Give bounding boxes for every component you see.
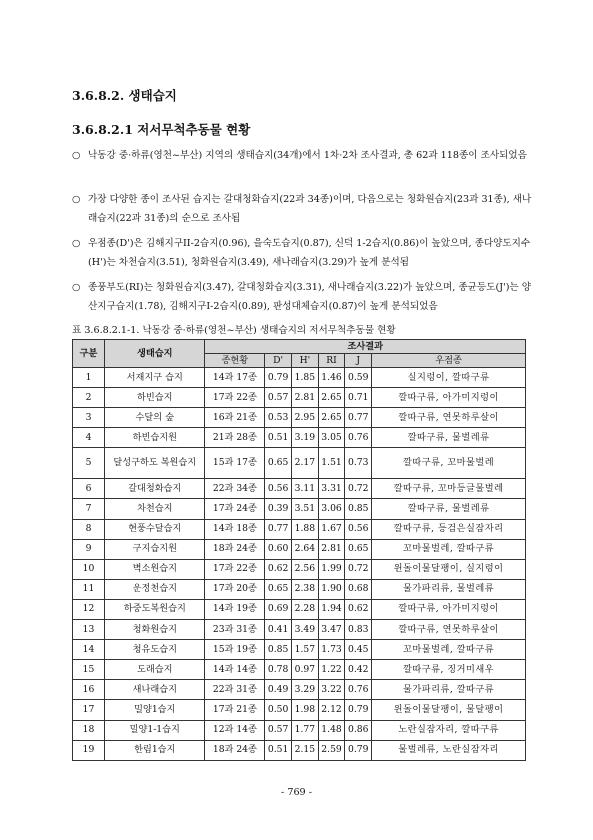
cell-dominant-species: 깔따구류, 등검은실잠자리 (372, 519, 526, 539)
cell-diversity: 3.19 (291, 428, 318, 448)
cell-dominant-species: 물가파리류, 물벌레류 (372, 579, 526, 599)
cell-dominance: 0.78 (265, 660, 292, 680)
benthic-survey-table (72, 339, 526, 761)
cell-number: 17 (73, 700, 105, 720)
cell-evenness: 0.45 (345, 640, 372, 660)
table-row (73, 479, 526, 499)
cell-species-count: 17과 24종 (205, 499, 265, 519)
cell-wetland-name: 한림1습지 (105, 740, 205, 760)
cell-wetland-name: 청화원습지 (105, 620, 205, 640)
cell-wetland-name: 도래습지 (105, 660, 205, 680)
table-row (73, 388, 526, 408)
table-row (73, 680, 526, 700)
cell-dominant-species: 깔따구류, 물벌레류 (372, 428, 526, 448)
cell-richness: 1.73 (318, 640, 345, 660)
cell-dominance: 0.85 (265, 640, 292, 660)
cell-richness: 1.90 (318, 579, 345, 599)
cell-wetland-name: 구지습지원 (105, 539, 205, 559)
cell-number: 7 (73, 499, 105, 519)
cell-dominant-species: 물벌레류, 노란실잠자리 (372, 740, 526, 760)
cell-number: 19 (73, 740, 105, 760)
bullet-paragraph (72, 146, 532, 165)
cell-dominant-species: 윈돌이물달팽이, 실지렁이 (372, 559, 526, 579)
subsection-heading: 3.6.8.2.1 저서무척추동물 현황 (72, 122, 251, 137)
cell-species-count: 15과 19종 (205, 640, 265, 660)
cell-evenness: 0.72 (345, 479, 372, 499)
cell-species-count: 14과 17종 (205, 368, 265, 388)
cell-species-count: 21과 28종 (205, 428, 265, 448)
cell-richness: 3.22 (318, 680, 345, 700)
bullet-paragraph (72, 190, 532, 228)
cell-number: 5 (73, 448, 105, 479)
cell-evenness: 0.76 (345, 428, 372, 448)
cell-wetland-name: 하중도복원습지 (105, 599, 205, 619)
header-survey-results: 조사결과 (205, 340, 526, 354)
cell-dominance: 0.69 (265, 599, 292, 619)
cell-diversity: 2.28 (291, 599, 318, 619)
cell-richness: 3.47 (318, 620, 345, 640)
cell-dominant-species: 꼬마물벌레, 깔따구류 (372, 640, 526, 660)
cell-evenness: 0.77 (345, 408, 372, 428)
cell-species-count: 12과 14종 (205, 720, 265, 740)
cell-dominance: 0.50 (265, 700, 292, 720)
cell-diversity: 3.51 (291, 499, 318, 519)
cell-wetland-name: 차천습지 (105, 499, 205, 519)
cell-diversity: 1.98 (291, 700, 318, 720)
cell-dominance: 0.53 (265, 408, 292, 428)
table-row (73, 579, 526, 599)
cell-evenness: 0.83 (345, 620, 372, 640)
cell-richness: 2.65 (318, 388, 345, 408)
bullet-text: 우점종(D')은 김해지구II-2습지(0.96), 을숙도습지(0.87), 신덕 1-2습지(0.86)이 높았으며, 종다양도지수(H')는 차천습지(3.51), 청화원습지(3.49), 새나래습지(3.29)가 높게 분석됨 (88, 238, 531, 268)
table-row (73, 559, 526, 579)
bullet-text: 낙동강 중·하류(영천~부산) 지역의 생태습지(34개)에서 1차·2차 조사결과, 총 62과 118종이 조사되었음 (88, 150, 527, 161)
cell-species-count: 23과 31종 (205, 620, 265, 640)
cell-species-count: 17과 20종 (205, 579, 265, 599)
cell-dominance: 0.65 (265, 579, 292, 599)
cell-number: 3 (73, 408, 105, 428)
cell-evenness: 0.59 (345, 368, 372, 388)
cell-species-count: 14과 18종 (205, 519, 265, 539)
table-row (73, 720, 526, 740)
table-row (73, 408, 526, 428)
cell-evenness: 0.62 (345, 599, 372, 619)
cell-dominance: 0.62 (265, 559, 292, 579)
cell-dominant-species: 실지렁이, 깔따구류 (372, 368, 526, 388)
cell-richness: 1.67 (318, 519, 345, 539)
cell-dominant-species: 물가파리류, 깔따구류 (372, 680, 526, 700)
cell-evenness: 0.56 (345, 519, 372, 539)
cell-diversity: 2.56 (291, 559, 318, 579)
table-row (73, 660, 526, 680)
cell-evenness: 0.79 (345, 740, 372, 760)
cell-number: 12 (73, 599, 105, 619)
cell-diversity: 0.97 (291, 660, 318, 680)
table-row (73, 519, 526, 539)
cell-number: 8 (73, 519, 105, 539)
table-row (73, 620, 526, 640)
cell-species-count: 22과 31종 (205, 680, 265, 700)
cell-diversity: 1.77 (291, 720, 318, 740)
cell-evenness: 0.71 (345, 388, 372, 408)
cell-species-count: 18과 24종 (205, 539, 265, 559)
cell-evenness: 0.65 (345, 539, 372, 559)
cell-evenness: 0.42 (345, 660, 372, 680)
cell-species-count: 18과 24종 (205, 740, 265, 760)
cell-evenness: 0.68 (345, 579, 372, 599)
cell-species-count: 17과 22종 (205, 559, 265, 579)
cell-dominance: 0.39 (265, 499, 292, 519)
cell-richness: 3.05 (318, 428, 345, 448)
cell-dominant-species: 깔따구류, 꼬마물벌레 (372, 448, 526, 479)
cell-richness: 2.59 (318, 740, 345, 760)
cell-wetland-name: 하빈습지원 (105, 428, 205, 448)
table-caption: 표 3.6.8.2.1-1. 낙동강 중·하류(영천~부산) 생태습지의 저서무척추동물 현황 (72, 325, 396, 336)
cell-diversity: 2.38 (291, 579, 318, 599)
table-row (73, 448, 526, 479)
cell-richness: 3.06 (318, 499, 345, 519)
cell-diversity: 2.17 (291, 448, 318, 479)
cell-dominance: 0.51 (265, 740, 292, 760)
table-row (73, 700, 526, 720)
table-row (73, 539, 526, 559)
cell-number: 18 (73, 720, 105, 740)
cell-dominant-species: 깔따구류, 연못하루살이 (372, 620, 526, 640)
cell-dominance: 0.65 (265, 448, 292, 479)
cell-diversity: 1.85 (291, 368, 318, 388)
cell-evenness: 0.86 (345, 720, 372, 740)
section-heading: 3.6.8.2. 생태습지 (72, 88, 177, 103)
cell-species-count: 17과 22종 (205, 388, 265, 408)
cell-evenness: 0.76 (345, 680, 372, 700)
cell-richness: 1.48 (318, 720, 345, 740)
cell-richness: 1.22 (318, 660, 345, 680)
cell-number: 9 (73, 539, 105, 559)
cell-species-count: 17과 21종 (205, 700, 265, 720)
cell-dominance: 0.57 (265, 720, 292, 740)
bullet-text: 가장 다양한 종이 조사된 습지는 갈대청화습지(22과 34종)이며, 다음으로는 청화원습지(23과 31종), 새나래습지(22과 31종)의 순으로 조사됨 (88, 194, 532, 224)
cell-wetland-name: 새나래습지 (105, 680, 205, 700)
cell-species-count: 14과 19종 (205, 599, 265, 619)
cell-number: 13 (73, 620, 105, 640)
cell-number: 4 (73, 428, 105, 448)
cell-dominant-species: 노란실잠자리, 깔따구류 (372, 720, 526, 740)
cell-wetland-name: 달성구하도 복원습지 (105, 448, 205, 479)
cell-wetland-name: 밀양1-1습지 (105, 720, 205, 740)
cell-wetland-name: 서재지구 습지 (105, 368, 205, 388)
table-row (73, 499, 526, 519)
cell-wetland-name: 현풍수달습지 (105, 519, 205, 539)
cell-species-count: 22과 34종 (205, 479, 265, 499)
cell-dominance: 0.41 (265, 620, 292, 640)
cell-dominant-species: 꼬마물벌레, 깔따구류 (372, 539, 526, 559)
cell-dominance: 0.60 (265, 539, 292, 559)
header-division: 구분 (73, 340, 105, 368)
cell-number: 10 (73, 559, 105, 579)
cell-species-count: 14과 14종 (205, 660, 265, 680)
header-dominant-species: 우점종 (372, 354, 526, 368)
cell-diversity: 2.95 (291, 408, 318, 428)
header-wetland: 생태습지 (105, 340, 205, 368)
header-dominance: D' (265, 354, 292, 368)
cell-dominant-species: 깔따구류, 아가미지렁이 (372, 388, 526, 408)
bullet-circle-icon: ○ (72, 238, 81, 249)
cell-diversity: 1.57 (291, 640, 318, 660)
cell-evenness: 0.72 (345, 559, 372, 579)
cell-dominance: 0.77 (265, 519, 292, 539)
bullet-paragraph (72, 278, 532, 316)
bullet-circle-icon: ○ (72, 282, 81, 293)
cell-species-count: 16과 21종 (205, 408, 265, 428)
page-number: - 769 - (281, 787, 312, 798)
table-row (73, 368, 526, 388)
bullet-circle-icon: ○ (72, 194, 81, 205)
cell-diversity: 3.49 (291, 620, 318, 640)
cell-number: 2 (73, 388, 105, 408)
table-row (73, 599, 526, 619)
table-row (73, 428, 526, 448)
cell-diversity: 1.88 (291, 519, 318, 539)
header-evenness: J (345, 354, 372, 368)
cell-richness: 3.31 (318, 479, 345, 499)
cell-richness: 1.94 (318, 599, 345, 619)
cell-diversity: 2.81 (291, 388, 318, 408)
cell-diversity: 3.11 (291, 479, 318, 499)
cell-number: 15 (73, 660, 105, 680)
cell-evenness: 0.85 (345, 499, 372, 519)
table-body (73, 368, 526, 761)
cell-number: 11 (73, 579, 105, 599)
cell-species-count: 15과 17종 (205, 448, 265, 479)
cell-wetland-name: 벽소원습지 (105, 559, 205, 579)
cell-diversity: 3.29 (291, 680, 318, 700)
cell-diversity: 2.64 (291, 539, 318, 559)
cell-evenness: 0.79 (345, 700, 372, 720)
cell-dominance: 0.79 (265, 368, 292, 388)
cell-dominance: 0.56 (265, 479, 292, 499)
cell-dominant-species: 깔따구류, 아가미지렁이 (372, 599, 526, 619)
cell-number: 1 (73, 368, 105, 388)
cell-wetland-name: 밀양1습지 (105, 700, 205, 720)
header-richness: RI (318, 354, 345, 368)
header-species-count: 종현황 (205, 354, 265, 368)
cell-evenness: 0.73 (345, 448, 372, 479)
cell-dominant-species: 깔따구류, 징거미새우 (372, 660, 526, 680)
cell-dominant-species: 깔따구류, 꼬마등글물벌레 (372, 479, 526, 499)
cell-wetland-name: 수달의 숲 (105, 408, 205, 428)
bullet-text: 종풍부도(RI)는 청화원습지(3.47), 갈대청화습지(3.31), 새나래습지(3.22)가 높았으며, 종균등도(J')는 양산지구습지(1.78), 김해지구I-2습지(0.89), 판성대체습지(0.87)이 높게 분석되었음 (88, 282, 532, 312)
bullet-circle-icon: ○ (72, 150, 81, 161)
cell-richness: 1.99 (318, 559, 345, 579)
cell-number: 14 (73, 640, 105, 660)
cell-wetland-name: 운정천습지 (105, 579, 205, 599)
cell-richness: 2.12 (318, 700, 345, 720)
cell-richness: 2.81 (318, 539, 345, 559)
cell-wetland-name: 청유도습지 (105, 640, 205, 660)
cell-richness: 1.46 (318, 368, 345, 388)
cell-diversity: 2.15 (291, 740, 318, 760)
cell-number: 16 (73, 680, 105, 700)
cell-dominance: 0.49 (265, 680, 292, 700)
cell-dominance: 0.57 (265, 388, 292, 408)
cell-dominance: 0.51 (265, 428, 292, 448)
cell-richness: 2.65 (318, 408, 345, 428)
header-diversity: H' (291, 354, 318, 368)
table-row (73, 640, 526, 660)
cell-dominant-species: 깔따구류, 물벌레류 (372, 499, 526, 519)
table-row (73, 740, 526, 760)
bullet-paragraph (72, 234, 532, 272)
cell-dominant-species: 깔따구류, 연못하루살이 (372, 408, 526, 428)
cell-dominant-species: 윈돌이물달팽이, 물달팽이 (372, 700, 526, 720)
cell-richness: 1.51 (318, 448, 345, 479)
cell-number: 6 (73, 479, 105, 499)
cell-wetland-name: 하빈습지 (105, 388, 205, 408)
cell-wetland-name: 갈대청화습지 (105, 479, 205, 499)
